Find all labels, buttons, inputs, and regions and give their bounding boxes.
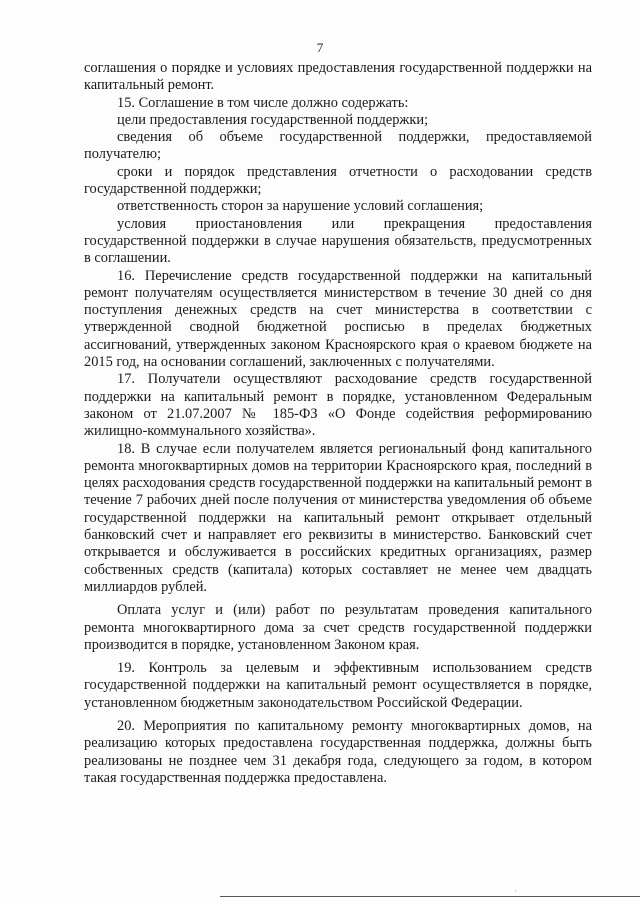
scan-mark: · [514,886,517,896]
list-item-goals: цели предоставления государственной поддержки; [117,111,429,128]
document-body [84,60,592,787]
paragraph-payment: Оплата услуг и (или) работ по результатам проведения капитального ремонта многоквартирного дома за счет средств государственной поддержки производится в порядке, установленном Законом края. [84,602,592,653]
paragraph-clause-20: 20. Мероприятия по капитальному ремонту многоквартирных домов, на реализацию которых предоставлена государственная поддержка, должны быть реализованы не позднее чем 31 декабря года, следующего за годом, в котором такая государственная поддержка предоставлена. [84,717,592,786]
list-item-suspension: условия приостановления или прекращения предоставления государственной поддержки в случае нарушения обязательств, предусмотренных в соглашении. [84,215,592,267]
paragraph-clause-15: 15. Соглашение в том числе должно содержать: [117,94,409,111]
paragraph-clause-18: 18. В случае если получателем является региональный фонд капитального ремонта многоквартирных домов на территории Красноярского края, последний в целях расходования средств государственной поддержки на капитальный ремонт в течение 7 рабочих дней после получения от министерства уведомления об объеме государственной поддержки на капитальный ремонт открывает отдельный банковский счет и направляет его реквизиты в министерство. Банковский счет открывается и обслуживается в российских кредитных организациях, размер собственных средств (капитала) которых составляет не менее чем двадцать миллиардов рублей. [84,440,593,595]
page-number: 7 [316,40,324,55]
paragraph-clause-17: 17. Получатели осуществляют расходование средств государственной поддержки на капитальный ремонт в порядке, установленном Федеральным законом от 21.07.2007 № 185-ФЗ «О Фонде содействия реформированию жилищно-коммунального хозяйства». [84,371,592,440]
paragraph-clause-16: 16. Перечисление средств государственной поддержки на капитальный ремонт получателям осуществляется министерством в течение 30 дней со дня поступления денежных средств на счет министерства в соответствии с утвержденной сводной бюджетной росписью в пределах бюджетных ассигнований, утвержденных законом Красноярского края о краевом бюджете на 2015 год, на основании соглашений, заключенных с получателями. [84,267,592,371]
list-item-reporting: сроки и порядок представления отчетности о расходовании средств государственной поддержки; [84,163,592,198]
list-item-volume: сведения об объеме государственной поддержки, предоставляемой получателю; [84,129,592,163]
paragraph-clause-19: 19. Контроль за целевым и эффективным использованием средств государственной поддержки на капитальный ремонт осуществляется в порядке, установленном бюджетным законодательством Российской Федерации. [84,660,592,711]
paragraph-continuation: соглашения о порядке и условиях предоставления государственной поддержки на капитальный ремонт. [84,60,592,94]
bottom-edge-line [220,896,640,897]
list-item-liability: ответственность сторон за нарушение условий соглашения; [117,198,484,215]
